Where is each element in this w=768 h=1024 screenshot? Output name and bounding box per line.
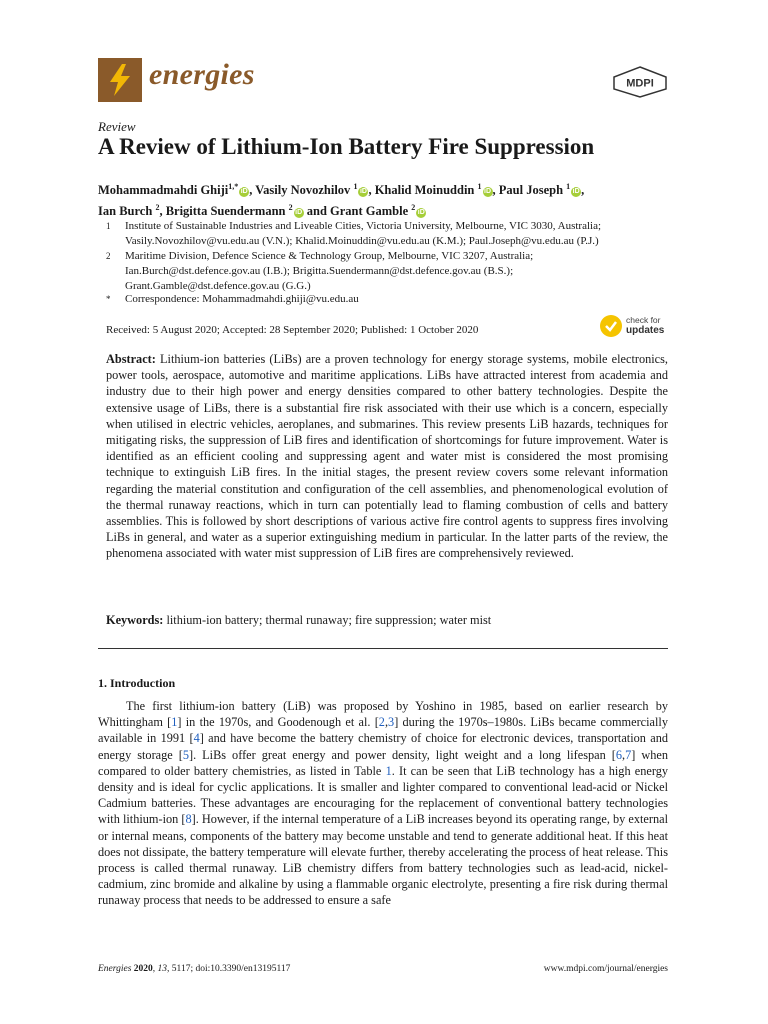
journal-logo bbox=[98, 58, 142, 102]
abstract bbox=[106, 351, 668, 562]
citation-link[interactable]: 2 bbox=[378, 715, 385, 730]
publisher-logo bbox=[612, 66, 668, 98]
author-affil-mark: 1 bbox=[353, 182, 358, 191]
article-type: Review bbox=[98, 119, 136, 134]
intro-text: , bbox=[622, 747, 626, 762]
check-updates-icon bbox=[600, 315, 622, 337]
orcid-icon[interactable]: iD bbox=[484, 188, 492, 196]
footer-journal: Energies bbox=[98, 964, 132, 974]
abstract-text: Lithium-ion batteries (LiBs) are a proven technology for energy storage systems, mobile electronics, power tools, aerospace, automotive and maritime applications. LiBs have attracted interest from academia and industry due to their high power and energy densities compared to other battery technologies. Despite the extensive usage of LiBs, there is a substantial fire risk associated with their use which is a concern, especially when utilised in electric vehicles, aeroplanes, and submarines. This review presents LiB hazards, techniques for mitigating risks, the suppression of LiB fires and identification of shortcomings for future improvement. Water is identified as an efficient cooling and suppressing agent and water mist is considered the most promising technique to extinguish LiB fires. In the initial stages, the present review covers some relevant information regarding the material constitution and configuration of the cell assemblies, and phenomenological evolution of the thermal runaway reactions, which in turn can potentially lead to flaming combustion of cells and battery assemblies. This is followed by short descriptions of various active fire control agents to suppress fires involving LiBs in general, and water as a superior extinguishing medium in particular. In the latter parts of the review, the phenomena associated with water mist suppression of LiB fires are comprehensively reviewed. bbox=[106, 352, 668, 561]
author-affil-mark: 2 bbox=[288, 203, 293, 213]
table-link[interactable]: 1 bbox=[385, 763, 392, 778]
paper-title: A Review of Lithium-Ion Battery Fire Suppression bbox=[98, 134, 595, 159]
affiliation-marker: * bbox=[106, 294, 111, 304]
author-name[interactable]: Mohammadmahdi Ghiji bbox=[98, 183, 229, 198]
author-affil-mark: 1 bbox=[566, 182, 571, 191]
author-affil-mark: 1 bbox=[477, 182, 482, 191]
author-name[interactable]: Paul Joseph bbox=[498, 183, 564, 198]
affiliation-line: Maritime Division, Defence Science & Technology Group, Melbourne, VIC 3207, Australia; bbox=[125, 250, 534, 262]
author-affil-mark: 2 bbox=[155, 203, 160, 213]
orcid-icon[interactable]: iD bbox=[359, 188, 367, 196]
footer-volume: 13 bbox=[157, 964, 168, 974]
author-separator: , bbox=[249, 183, 256, 198]
footer-citation: Energies 2020, 13, 5117; doi:10.3390/en13195117 bbox=[98, 964, 291, 974]
footer-doi[interactable]: , 5117; doi:10.3390/en13195117 bbox=[167, 964, 291, 974]
journal-name: energies bbox=[149, 58, 255, 91]
intro-text: ] when compared to older battery chemistries, as listed in Table bbox=[98, 747, 668, 778]
check-updates-label-bold: updates bbox=[626, 325, 665, 336]
intro-text: ]. LiBs offer great energy and power density, light weight and a long lifespan [ bbox=[188, 747, 616, 762]
author-name[interactable]: Brigitta Suendermann bbox=[165, 204, 286, 219]
citation-link[interactable]: 8 bbox=[185, 812, 192, 827]
intro-text: , bbox=[384, 715, 389, 730]
keywords-text: lithium-ion battery; thermal runaway; fire suppression; water mist bbox=[163, 613, 492, 627]
affiliation-2 bbox=[98, 249, 678, 294]
intro-text: ] and have become the battery chemistry of choice for electronic devices, transportation and energy storage [ bbox=[98, 731, 668, 762]
intro-text: . It can be seen that LiB technology has a high energy density and is ideal for cyclic applications. It is smaller and lighter compared to conventional lead-acid or Nickel Cadmium batteries. These advantages are encouraging for the replacement of conventional battery technologies with lithium-ion [ bbox=[98, 763, 669, 827]
correspondence bbox=[98, 292, 678, 307]
citation-link[interactable]: 1 bbox=[171, 715, 178, 730]
affiliation-emails[interactable]: Ian.Burch@dst.defence.gov.au (I.B.); Brigitta.Suendermann@dst.defence.gov.au (B.S.); bbox=[125, 265, 514, 277]
intro-text: ] during the 1970s–1980s. LiBs became commercially available in 1991 [ bbox=[98, 715, 668, 746]
section-heading: 1. Introduction bbox=[98, 676, 176, 690]
citation-link[interactable]: 7 bbox=[625, 747, 632, 762]
keywords bbox=[106, 613, 668, 628]
author-separator: , bbox=[492, 183, 499, 198]
citation-link[interactable]: 3 bbox=[388, 715, 395, 730]
affiliation-line: Institute of Sustainable Industries and Liveable Cities, Victoria University, Melbourne, VIC 3030, Australia; bbox=[125, 220, 602, 232]
citation-link[interactable]: 6 bbox=[615, 747, 623, 762]
author-name[interactable]: Grant Gamble bbox=[330, 204, 409, 219]
footer-year: 2020 bbox=[133, 964, 153, 974]
intro-text: The first lithium-ion battery (LiB) was proposed by Yoshino in 1985, based on earlier research by Whittingham [ bbox=[98, 699, 668, 730]
affiliation-emails[interactable]: Vasily.Novozhilov@vu.edu.au (V.N.); Khalid.Moinuddin@vu.edu.au (K.M.); Paul.Joseph@vu.edu.au (P.J.) bbox=[125, 235, 599, 247]
keywords-label: Keywords: bbox=[106, 613, 164, 627]
author-affil-mark: 2 bbox=[411, 203, 416, 213]
citation-link[interactable]: 5 bbox=[182, 747, 189, 762]
author-affil-mark: 1,* bbox=[228, 182, 239, 191]
affiliation-1 bbox=[98, 219, 678, 249]
author-name[interactable]: Vasily Novozhilov bbox=[255, 183, 351, 198]
publication-dates: Received: 5 August 2020; Accepted: 28 September 2020; Published: 1 October 2020 bbox=[106, 324, 479, 336]
citation-link[interactable]: 4 bbox=[193, 731, 200, 746]
intro-paragraph bbox=[98, 698, 668, 909]
abstract-label: Abstract: bbox=[106, 352, 156, 366]
orcid-icon[interactable]: iD bbox=[240, 188, 248, 196]
author-separator: , bbox=[159, 204, 166, 219]
author-separator: and bbox=[303, 204, 331, 219]
check-updates-label: check for bbox=[626, 315, 661, 325]
author-separator: , bbox=[581, 183, 585, 198]
orcid-icon[interactable]: iD bbox=[572, 188, 580, 196]
affiliation-marker: 2 bbox=[106, 251, 111, 261]
footer-url[interactable]: www.mdpi.com/journal/energies bbox=[543, 964, 668, 974]
author-separator: , bbox=[368, 183, 375, 198]
check-for-updates-button[interactable] bbox=[600, 312, 672, 342]
publisher-name: MDPI bbox=[626, 77, 654, 90]
orcid-icon[interactable]: iD bbox=[417, 209, 425, 217]
author-name[interactable]: Ian Burch bbox=[98, 204, 153, 219]
author-list bbox=[98, 178, 678, 220]
intro-text: ]. However, if the internal temperature of a LiB increases beyond its operating range, by external or internal means, components of the battery may become unstable and tend to generate additional heat. If this heat does not dissipate, the battery temperature will elevate further, thereby accelerating the process of heat release. This process is called thermal runaway. LiB chemistry differs from battery technologies such as lead-acid, nickel-cadmium, zinc bromide and alkaline by using a flammable organic electrolyte, presenting a fire risk during thermal runaway process that needs to be addressed to ensure a safe bbox=[98, 812, 668, 908]
affiliation-emails[interactable]: Grant.Gamble@dst.defence.gov.au (G.G.) bbox=[125, 280, 311, 292]
section-divider bbox=[98, 648, 668, 649]
orcid-icon[interactable]: iD bbox=[295, 209, 303, 217]
author-name[interactable]: Khalid Moinuddin bbox=[374, 183, 475, 198]
correspondence-email[interactable]: Correspondence: Mohammadmahdi.ghiji@vu.edu.au bbox=[125, 293, 359, 305]
intro-text: ] in the 1970s, and Goodenough et al. [ bbox=[177, 715, 379, 730]
affiliation-marker: 1 bbox=[106, 221, 111, 231]
